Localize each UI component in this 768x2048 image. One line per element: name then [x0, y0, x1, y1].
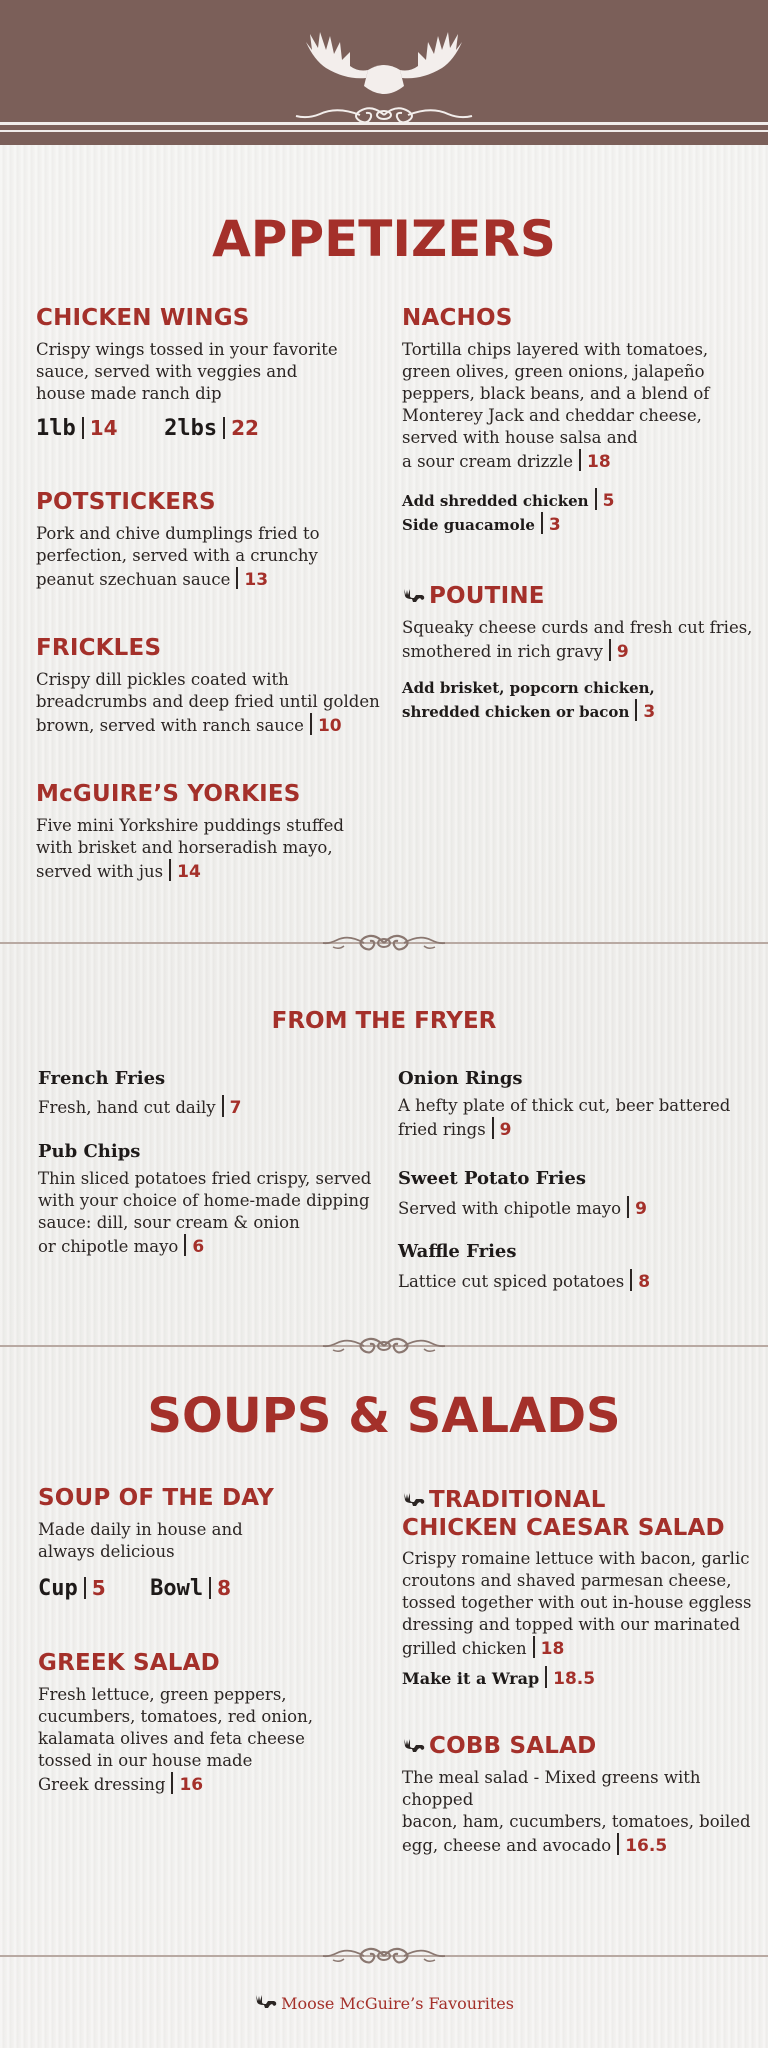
- chicken-wings-prices: 1lb 14 2lbs 22: [36, 416, 259, 441]
- waffle-fries-description: Lattice cut spiced potatoes 8: [398, 1269, 650, 1293]
- moose-icon: [254, 1993, 278, 2009]
- soups-salads-heading: SOUPS & SALADS: [147, 1388, 621, 1444]
- potstickers-title: POTSTICKERS: [36, 489, 216, 515]
- onion-rings-description: A hefty plate of thick cut, beer battered fried rings 9: [398, 1096, 731, 1140]
- cobb-salad-description: The meal salad - Mixed greens with chopped bacon, ham, cucumbers, tomatoes, boiled egg, cheese and avocado 16.5: [402, 1768, 751, 1856]
- header-rule-bottom: [0, 130, 768, 132]
- caesar-salad-title: TRADITIONAL CHICKEN CAESAR SALAD: [402, 1487, 725, 1541]
- nachos-description: Tortilla chips layered with tomatoes, green olives, green onions, jalapeño peppers, black beans, and a blend of Monterey Jack and cheddar cheese, served with house salsa and a sour cream drizzle 18: [402, 340, 710, 472]
- cobb-salad-title: COBB SALAD: [402, 1733, 596, 1759]
- pub-chips-description: Thin sliced potatoes fried crispy, served with your choice of home-made dipping sauce: dill, sour cream & onion or chipotle mayo 6: [38, 1169, 372, 1257]
- fryer-heading: FROM THE FRYER: [271, 1008, 497, 1034]
- chicken-wings-description: Crispy wings tossed in your favorite sauce, served with veggies and house made ranch dip: [36, 340, 338, 403]
- greek-salad-title: GREEK SALAD: [38, 1650, 220, 1676]
- waffle-fries-name: Waffle Fries: [398, 1241, 517, 1262]
- moose-icon: [402, 1491, 426, 1507]
- footer-legend: Moose McGuire’s Favourites: [0, 1993, 768, 2013]
- appetizers-heading: APPETIZERS: [212, 210, 556, 268]
- yorkies-title: McGUIRE’S YORKIES: [36, 781, 301, 807]
- soup-of-the-day-prices: Cup 5 Bowl 8: [38, 1576, 232, 1601]
- header-banner: [0, 0, 768, 145]
- nachos-addons: Add shredded chicken 5 Side guacamole 3: [402, 488, 614, 536]
- yorkies-description: Five mini Yorkshire puddings stuffed with brisket and horseradish mayo, served with jus 14: [36, 816, 344, 882]
- onion-rings-name: Onion Rings: [398, 1068, 523, 1089]
- frickles-description: Crispy dill pickles coated with breadcrumbs and deep fried until golden brown, served with ranch sauce 10: [36, 670, 380, 736]
- poutine-addons: Add brisket, popcorn chicken, shredded chicken or bacon 3: [402, 679, 656, 722]
- divider-flourish: [319, 1333, 449, 1359]
- divider-flourish: [319, 930, 449, 956]
- nachos-title: NACHOS: [402, 305, 513, 331]
- header-rule-top: [0, 122, 768, 125]
- poutine-title: POUTINE: [402, 583, 545, 609]
- greek-salad-description: Fresh lettuce, green peppers, cucumbers, tomatoes, red onion, kalamata olives and feta cheese tossed in our house made Greek dressing 16: [38, 1685, 313, 1795]
- moose-icon: [402, 587, 426, 603]
- soup-of-the-day-title: SOUP OF THE DAY: [38, 1485, 274, 1511]
- potstickers-description: Pork and chive dumplings fried to perfection, served with a crunchy peanut szechuan sauce 13: [36, 524, 320, 590]
- divider-flourish: [319, 1943, 449, 1969]
- caesar-salad-description: Crispy romaine lettuce with bacon, garlic croutons and shaved parmesan cheese, tossed together with out in-house eggless dressing and topped with our marinated grilled chicken 18: [402, 1549, 752, 1659]
- chicken-wings-title: CHICKEN WINGS: [36, 305, 250, 331]
- sweet-potato-fries-name: Sweet Potato Fries: [398, 1168, 586, 1189]
- poutine-description: Squeaky cheese curds and fresh cut fries, smothered in rich gravy 9: [402, 618, 753, 662]
- moose-icon: [402, 1737, 426, 1753]
- french-fries-name: French Fries: [38, 1068, 166, 1089]
- caesar-wrap-option: Make it a Wrap 18.5: [402, 1666, 595, 1690]
- soup-of-the-day-description: Made daily in house and always delicious: [38, 1520, 243, 1561]
- french-fries-description: Fresh, hand cut daily 7: [38, 1095, 241, 1119]
- pub-chips-name: Pub Chips: [38, 1141, 141, 1162]
- frickles-title: FRICKLES: [36, 635, 162, 661]
- moose-antlers-logo: [296, 30, 472, 100]
- sweet-potato-fries-description: Served with chipotle mayo 9: [398, 1196, 647, 1220]
